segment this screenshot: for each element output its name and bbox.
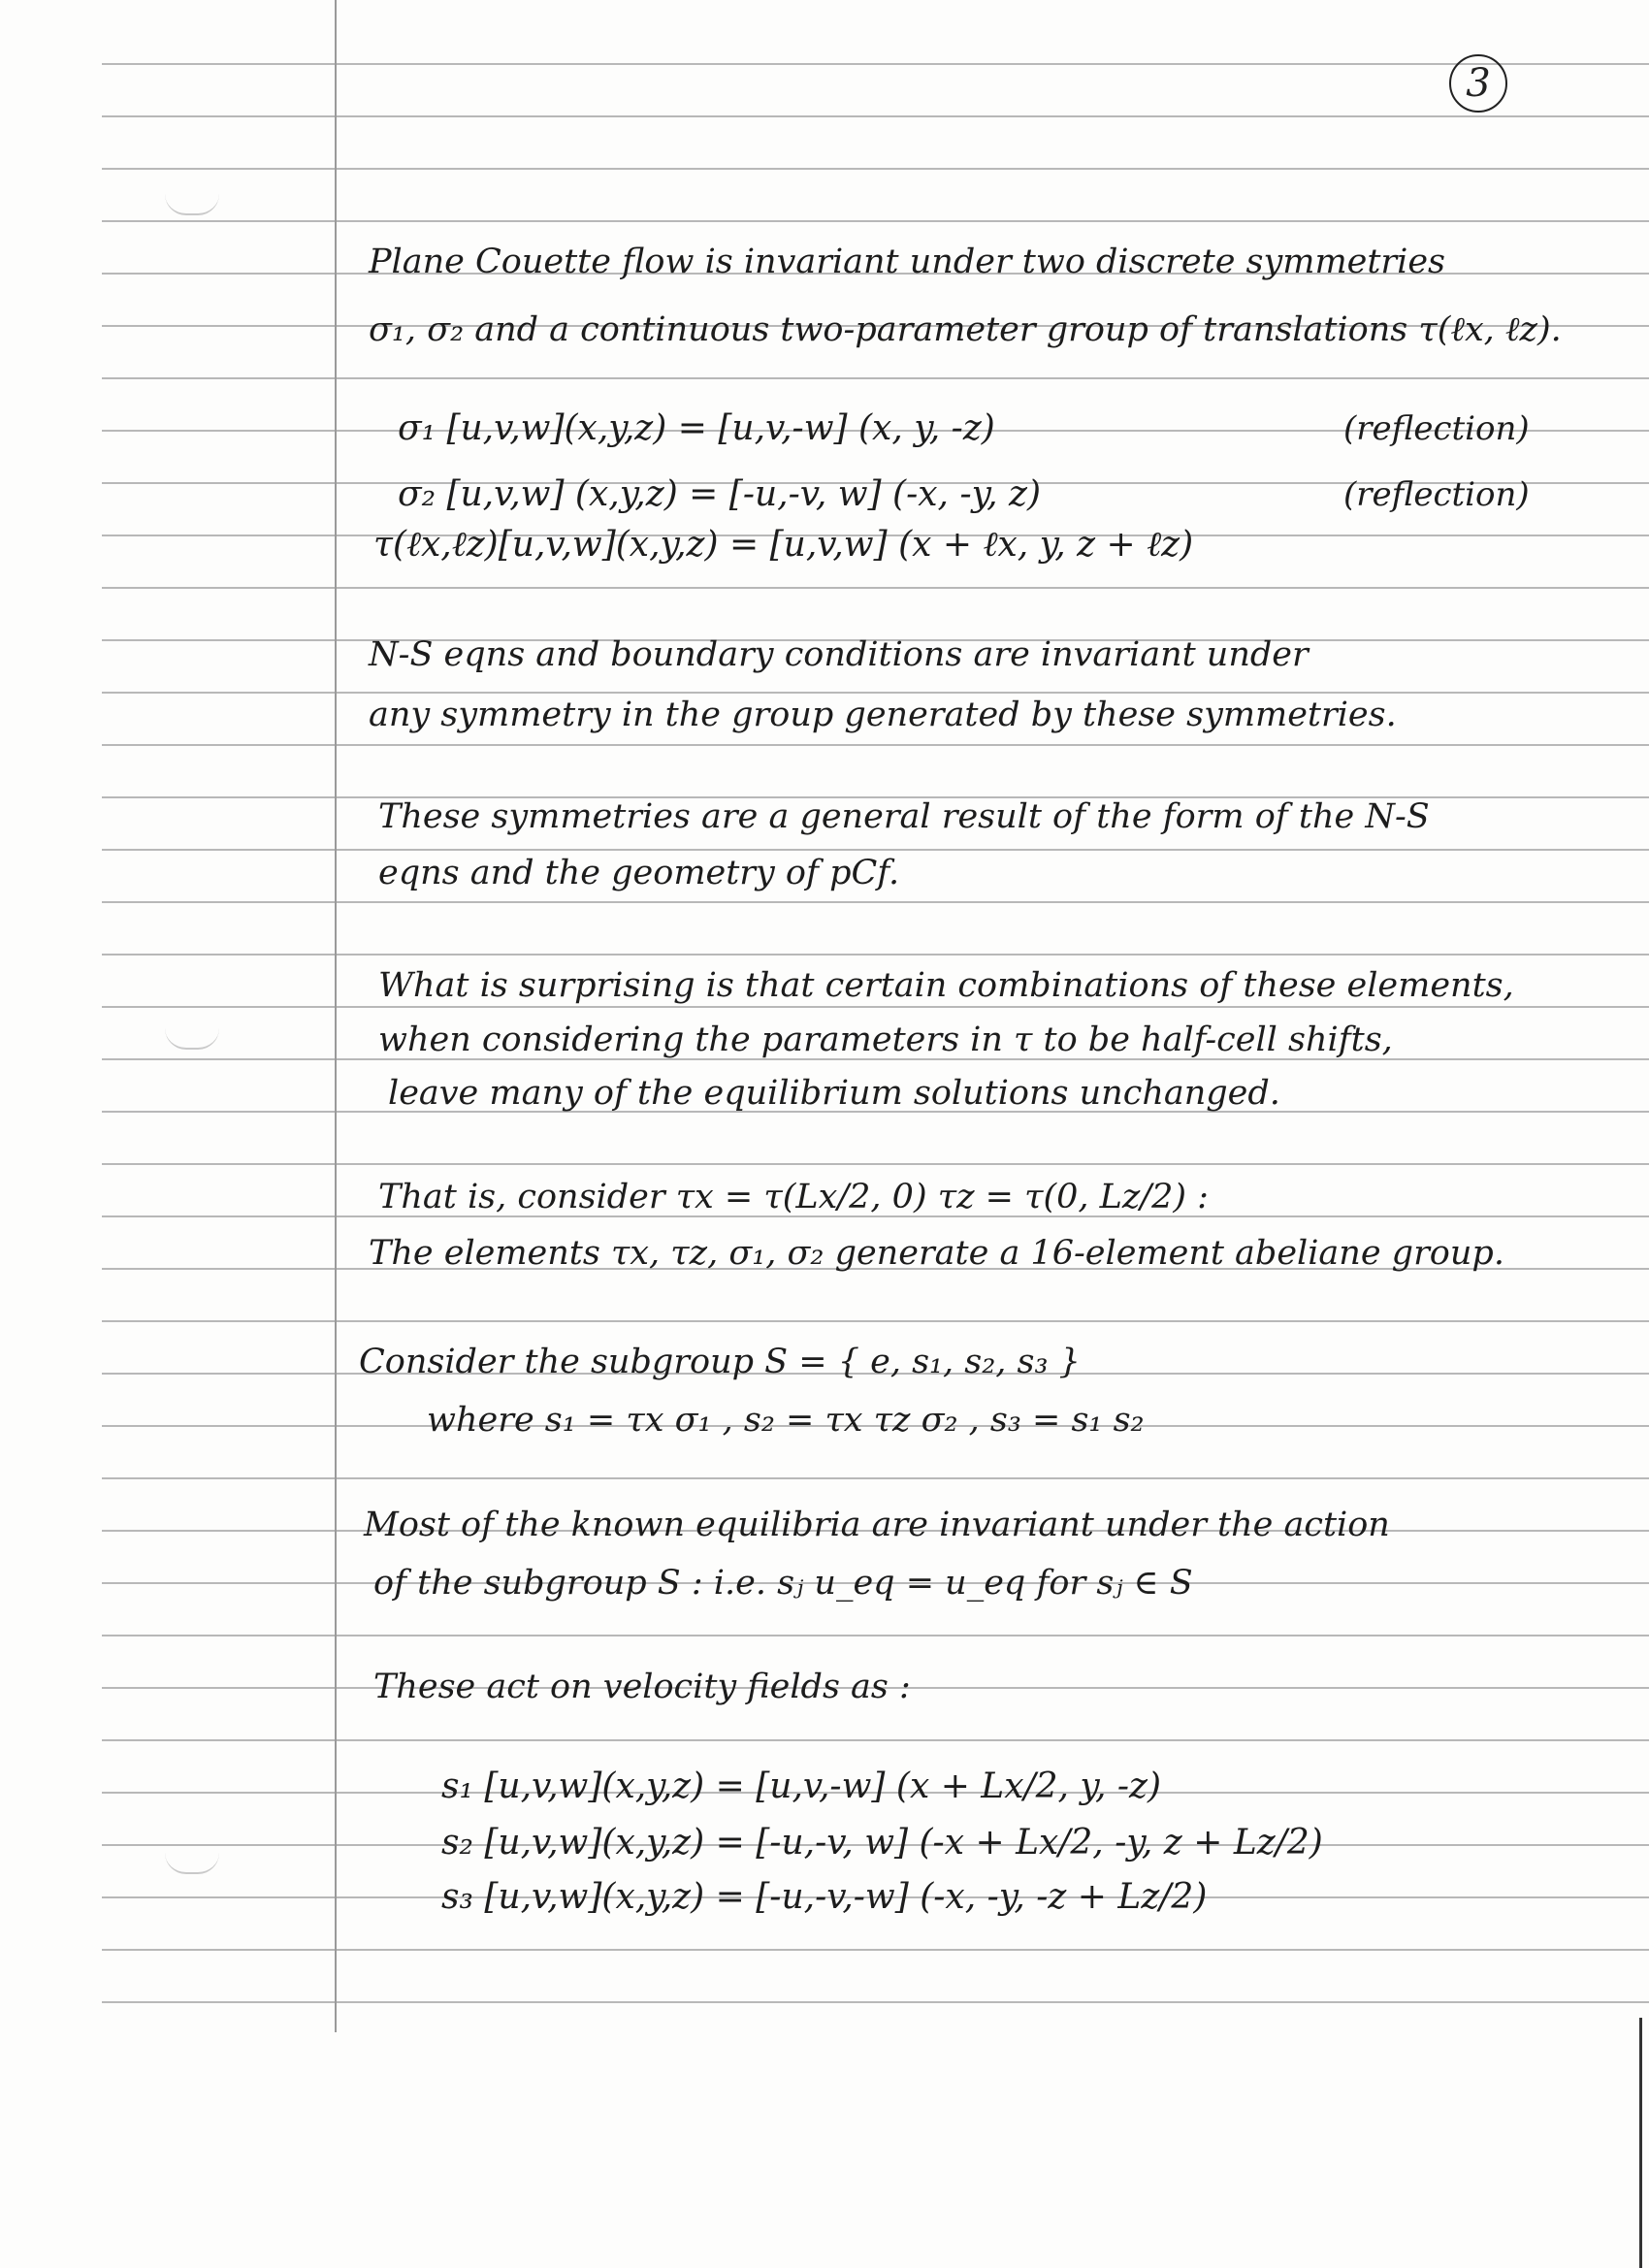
equation-line: s₃ [u,v,w](x,y,z) = [-u,-v,-w] (-x, -y, -z + Lz/2) [441, 1877, 1208, 1917]
equation-line: τ(ℓx,ℓz)[u,v,w](x,y,z) = [u,v,w] (x + ℓx, y, z + ℓz) [373, 525, 1194, 565]
margin-line [335, 0, 337, 2032]
text-line: of the subgroup S : i.e. sⱼ u_eq = u_eq for sⱼ ∈ S [373, 1564, 1193, 1603]
scan-edge [1639, 2018, 1642, 2268]
punch-hole [165, 1028, 219, 1050]
text-line: These symmetries are a general result of the form of the N-S [378, 797, 1430, 836]
equation-line: s₁ [u,v,w](x,y,z) = [u,v,-w] (x + Lx/2, y, -z) [441, 1766, 1162, 1806]
punch-hole [165, 194, 219, 215]
text-line: Most of the known equilibria are invariant under the action [364, 1506, 1390, 1544]
text-line: when considering the parameters in τ to be half-cell shifts, [378, 1021, 1393, 1059]
page-number-circle: 3 [1449, 54, 1507, 113]
equation-note: (reflection) [1343, 475, 1530, 514]
equation-note: (reflection) [1343, 409, 1530, 448]
text-line: These act on velocity fields as : [373, 1668, 911, 1706]
text-line: any symmetry in the group generated by these symmetries. [369, 696, 1397, 734]
text-line: Plane Couette flow is invariant under two discrete symmetries [369, 243, 1446, 281]
equation-line: σ₁ [u,v,w](x,y,z) = [u,v,-w] (x, y, -z) [398, 408, 995, 448]
text-line: That is, consider τx = τ(Lx/2, 0) τz = τ(0, Lz/2) : [378, 1178, 1209, 1216]
text-line: σ₁, σ₂ and a continuous two-parameter group of translations τ(ℓx, ℓz). [369, 310, 1562, 349]
text-line: leave many of the equilibrium solutions unchanged. [388, 1074, 1280, 1113]
text-line: N-S eqns and boundary conditions are invariant under [369, 635, 1309, 674]
equation-line: σ₂ [u,v,w] (x,y,z) = [-u,-v, w] (-x, -y, z) [398, 474, 1042, 514]
text-line: The elements τx, τz, σ₁, σ₂ generate a 16-element abeliane group. [369, 1234, 1504, 1273]
text-line: What is surprising is that certain combinations of these elements, [378, 966, 1514, 1005]
text-line: Consider the subgroup S = { e, s₁, s₂, s₃ } [359, 1343, 1081, 1381]
equation-line: s₂ [u,v,w](x,y,z) = [-u,-v, w] (-x + Lx/2, -y, z + Lz/2) [441, 1823, 1323, 1863]
text-line: where s₁ = τx σ₁ , s₂ = τx τz σ₂ , s₃ = s₁ s₂ [427, 1401, 1145, 1440]
text-line: eqns and the geometry of pCf. [378, 854, 900, 892]
punch-hole [165, 1853, 219, 1874]
